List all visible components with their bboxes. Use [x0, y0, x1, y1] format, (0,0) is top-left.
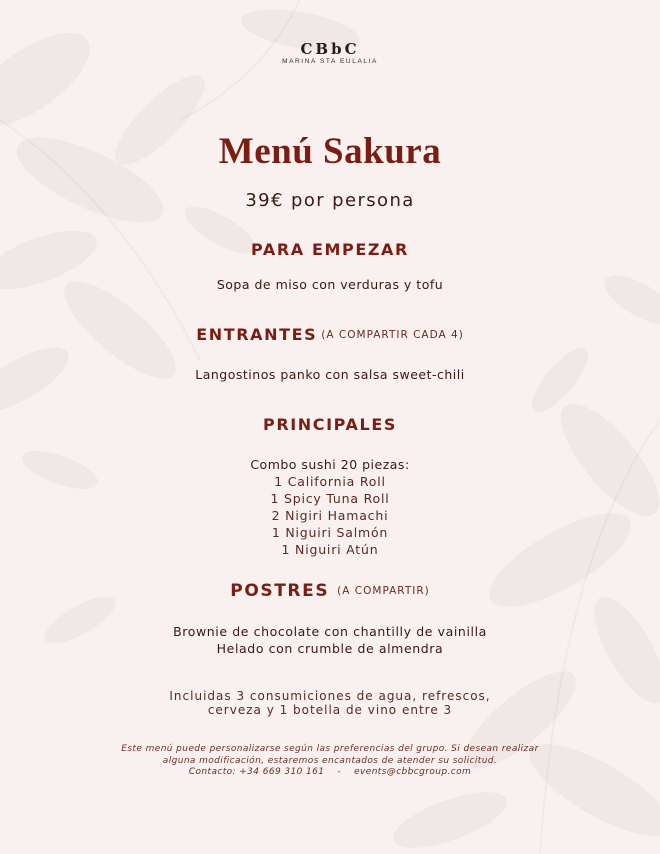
section-heading-mains: [0, 415, 660, 434]
starter-heading-label: PARA EMPEZAR: [251, 240, 409, 259]
mains-heading-label: PRINCIPALES: [263, 415, 397, 434]
combo-item: 1 Niguiri Atún: [281, 542, 379, 557]
section-heading-starter: [0, 240, 660, 259]
footer-line: Este menú puede personalizarse según las preferencias del grupo. Si desean realizar: [121, 744, 539, 754]
entrees-heading-label: ENTRANTES: [196, 325, 318, 344]
entrees-item: Langostinos panko con salsa sweet-chili: [195, 367, 465, 382]
dessert-item: Helado con crumble de almendra: [216, 641, 444, 656]
combo-item: 1 Spicy Tuna Roll: [270, 491, 390, 506]
desserts-heading-label: POSTRES: [230, 581, 330, 601]
footer-note: [0, 744, 660, 779]
sushi-combo: [0, 456, 660, 558]
footer-contact: Contacto: +34 669 310 161 - events@cbbcgroup.com: [188, 767, 472, 777]
combo-title: Combo sushi 20 piezas:: [250, 457, 410, 472]
brand-logo: CBbC: [300, 40, 360, 58]
drinks-line: cerveza y 1 botella de vino entre 3: [207, 703, 453, 717]
section-heading-desserts: [0, 581, 660, 601]
desserts-list: [0, 623, 660, 657]
menu-title: Menú Sakura: [218, 131, 442, 172]
combo-item: 1 California Roll: [274, 474, 386, 489]
section-heading-entrees: [0, 325, 660, 344]
drinks-line: Incluidas 3 consumiciones de agua, refrescos,: [169, 689, 491, 703]
entrees-note: (A COMPARTIR CADA 4): [321, 329, 464, 341]
starter-item: Sopa de miso con verduras y tofu: [216, 277, 444, 292]
brand-subtitle: MARINA STA EULALIA: [282, 58, 378, 65]
combo-item: 2 Nigiri Hamachi: [271, 508, 389, 523]
footer-line: alguna modificación, estaremos encantados de atender su solicitud.: [162, 755, 498, 766]
combo-item: 1 Niguiri Salmón: [271, 525, 389, 540]
drinks-note: [0, 689, 660, 717]
dessert-item: Brownie de chocolate con chantilly de vainilla: [173, 624, 487, 639]
desserts-note: (A COMPARTIR): [337, 585, 430, 597]
menu-price: 39€ por persona: [245, 190, 415, 211]
